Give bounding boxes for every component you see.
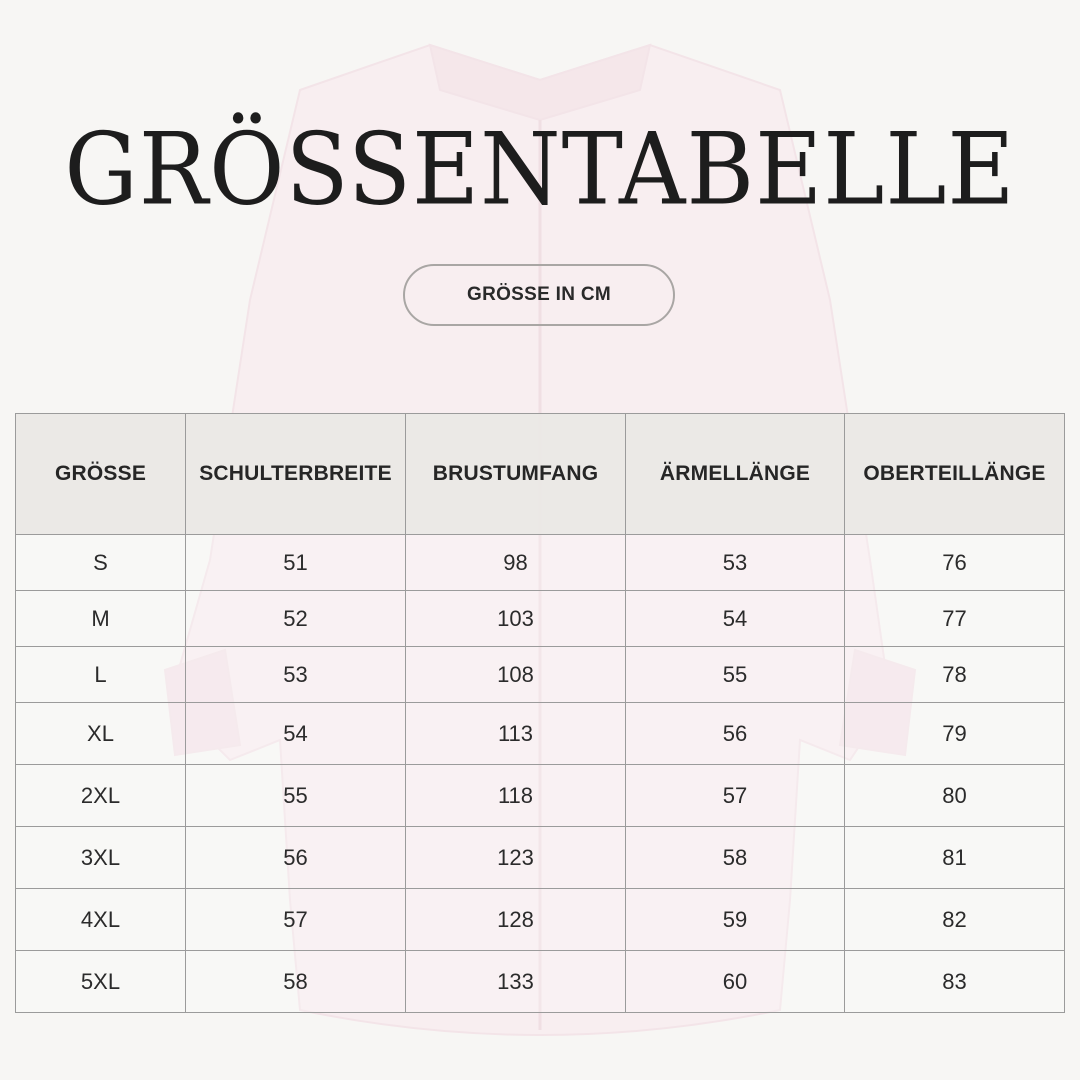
column-header-size: GRÖSSE — [16, 414, 186, 535]
table-cell: S — [16, 535, 186, 591]
table-cell: 83 — [845, 951, 1065, 1013]
table-cell: 58 — [626, 827, 845, 889]
table-cell: 55 — [186, 765, 406, 827]
column-header-top-length: OBERTEILLÄNGE — [845, 414, 1065, 535]
table-cell: 55 — [626, 647, 845, 703]
table-cell: 3XL — [16, 827, 186, 889]
table-cell: 57 — [186, 889, 406, 951]
table-row — [16, 889, 1065, 951]
table-cell: 56 — [186, 827, 406, 889]
table-cell: 103 — [406, 591, 626, 647]
table-cell: 113 — [406, 703, 626, 765]
size-table — [15, 413, 1065, 1013]
page-title: GRÖSSENTABELLE — [64, 111, 1016, 228]
table-cell: 51 — [186, 535, 406, 591]
table-cell: 82 — [845, 889, 1065, 951]
table-cell: 56 — [626, 703, 845, 765]
table-cell: 5XL — [16, 951, 186, 1013]
table-cell: 123 — [406, 827, 626, 889]
table-cell: 4XL — [16, 889, 186, 951]
table-cell: 54 — [626, 591, 845, 647]
unit-badge: GRÖSSE IN CM — [403, 264, 675, 326]
column-header-sleeve-length: ÄRMELLÄNGE — [626, 414, 845, 535]
table-cell: 58 — [186, 951, 406, 1013]
table-row — [16, 703, 1065, 765]
table-cell: 60 — [626, 951, 845, 1013]
table-cell: 52 — [186, 591, 406, 647]
table-cell: 133 — [406, 951, 626, 1013]
table-row — [16, 535, 1065, 591]
table-cell: 98 — [406, 535, 626, 591]
table-cell: 53 — [626, 535, 845, 591]
table-cell: 53 — [186, 647, 406, 703]
table-cell: 78 — [845, 647, 1065, 703]
table-row — [16, 765, 1065, 827]
table-row — [16, 827, 1065, 889]
table-cell: 108 — [406, 647, 626, 703]
table-cell: 76 — [845, 535, 1065, 591]
table-cell: 59 — [626, 889, 845, 951]
column-header-chest: BRUSTUMFANG — [406, 414, 626, 535]
table-cell: 81 — [845, 827, 1065, 889]
table-cell: XL — [16, 703, 186, 765]
table-cell: 80 — [845, 765, 1065, 827]
table-cell: 77 — [845, 591, 1065, 647]
table-row — [16, 647, 1065, 703]
table-row — [16, 591, 1065, 647]
table-cell: 54 — [186, 703, 406, 765]
table-cell: 2XL — [16, 765, 186, 827]
table-header-row — [16, 414, 1065, 535]
column-header-shoulder-width: SCHULTERBREITE — [186, 414, 406, 535]
table-cell: 118 — [406, 765, 626, 827]
table-row — [16, 951, 1065, 1013]
table-cell: 79 — [845, 703, 1065, 765]
table-cell: L — [16, 647, 186, 703]
table-cell: 128 — [406, 889, 626, 951]
table-cell: M — [16, 591, 186, 647]
table-cell: 57 — [626, 765, 845, 827]
